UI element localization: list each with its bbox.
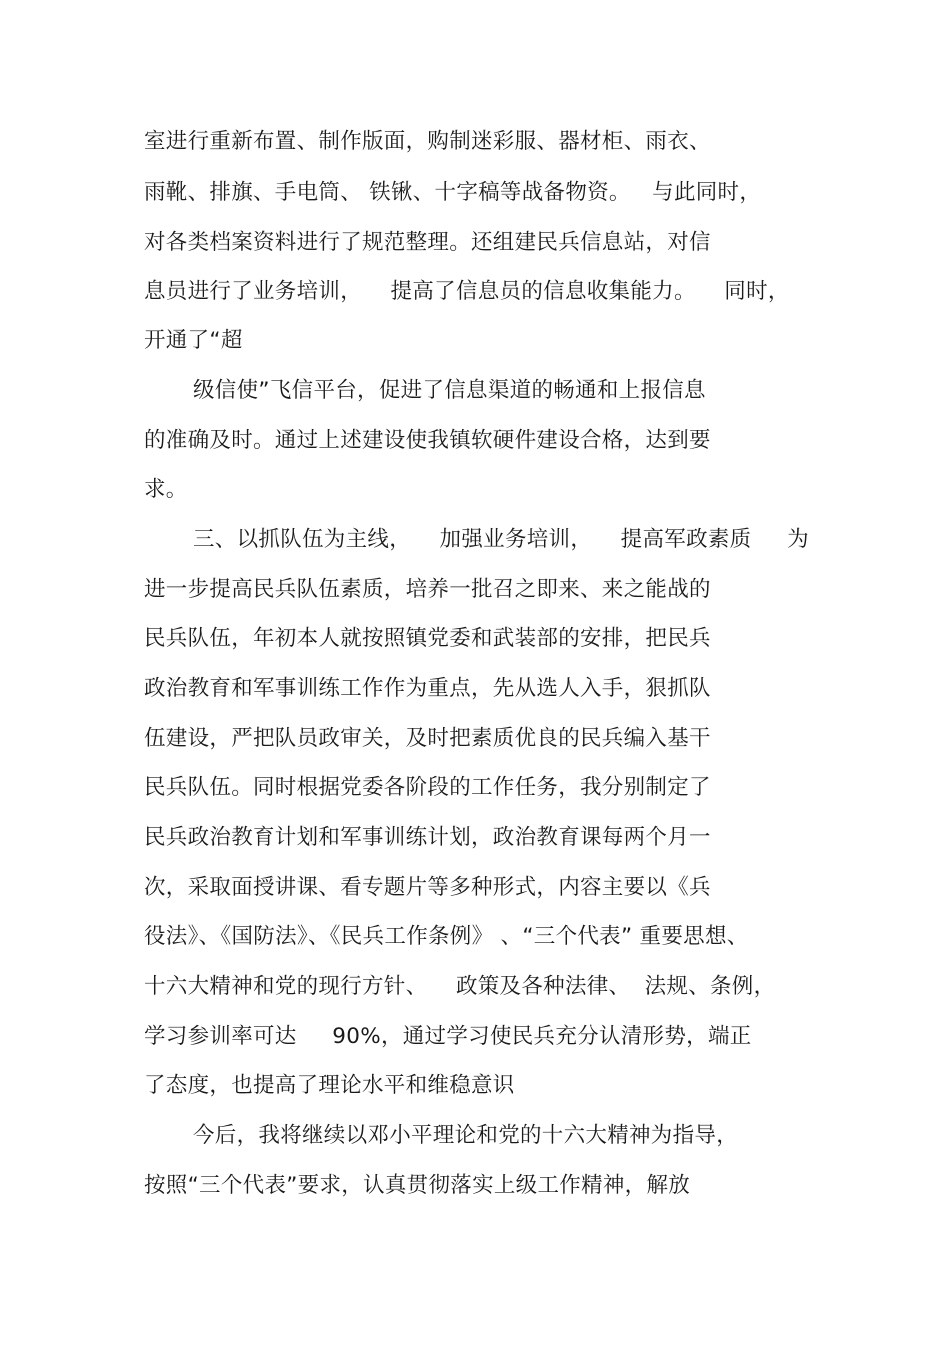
text-line: 民兵政治教育计划和军事训练计划，政治教育课每两个月一	[144, 825, 711, 850]
text-line: 次，采取面授讲课、看专题片等多种形式，内容主要以《兵	[144, 875, 711, 900]
text-line: 今后，我将继续以邓小平理论和党的十六大精神为指导，	[193, 1123, 739, 1148]
text-line: 室进行重新布置、制作版面，购制迷彩服、器材柜、雨衣、	[144, 129, 711, 154]
text-line: 息员进行了业务培训， 提高了信息员的信息收集能力。 同时，	[144, 279, 790, 304]
text-line: 进一步提高民兵队伍素质，培养一批召之即来、来之能战的	[144, 577, 711, 602]
text-line: 级信使”飞信平台，促进了信息渠道的畅通和上报信息	[193, 378, 706, 403]
text-line: 开通了“超	[144, 328, 243, 353]
text-line: 役法》、《国防法》、《民兵工作条例》 、“三个代表” 重要思想、	[144, 924, 749, 949]
section-heading: 三、以抓队伍为主线， 加强业务培训， 提高军政素质 为	[193, 527, 809, 552]
text-line: 民兵队伍，年初本人就按照镇党委和武装部的安排，把民兵	[144, 626, 711, 651]
text-line: 民兵队伍。同时根据党委各阶段的工作任务，我分别制定了	[144, 775, 711, 800]
text-line: 的准确及时。通过上述建设使我镇软硬件建设合格，达到要	[144, 428, 711, 453]
text-line: 了态度，也提高了理论水平和维稳意识	[144, 1073, 515, 1098]
text-line: 十六大精神和党的现行方针、 政策及各种法律、 法规、条例，	[144, 974, 776, 999]
text-line: 对各类档案资料进行了规范整理。还组建民兵信息站，对信	[144, 230, 711, 255]
text-line: 雨靴、排旗、手电筒、 铁锹、十字稿等战备物资。 与此同时，	[144, 180, 762, 205]
text-line: 政治教育和军事训练工作作为重点，先从选人入手，狠抓队	[144, 676, 711, 701]
text-line: 求。	[144, 477, 188, 502]
text-line: 伍建设，严把队员政审关，及时把素质优良的民兵编入基干	[144, 726, 711, 751]
text-line: 学习参训率可达 90%，通过学习使民兵充分认清形势，端正	[144, 1024, 752, 1049]
text-line: 按照“三个代表”要求，认真贯彻落实上级工作精神，解放	[144, 1173, 691, 1198]
